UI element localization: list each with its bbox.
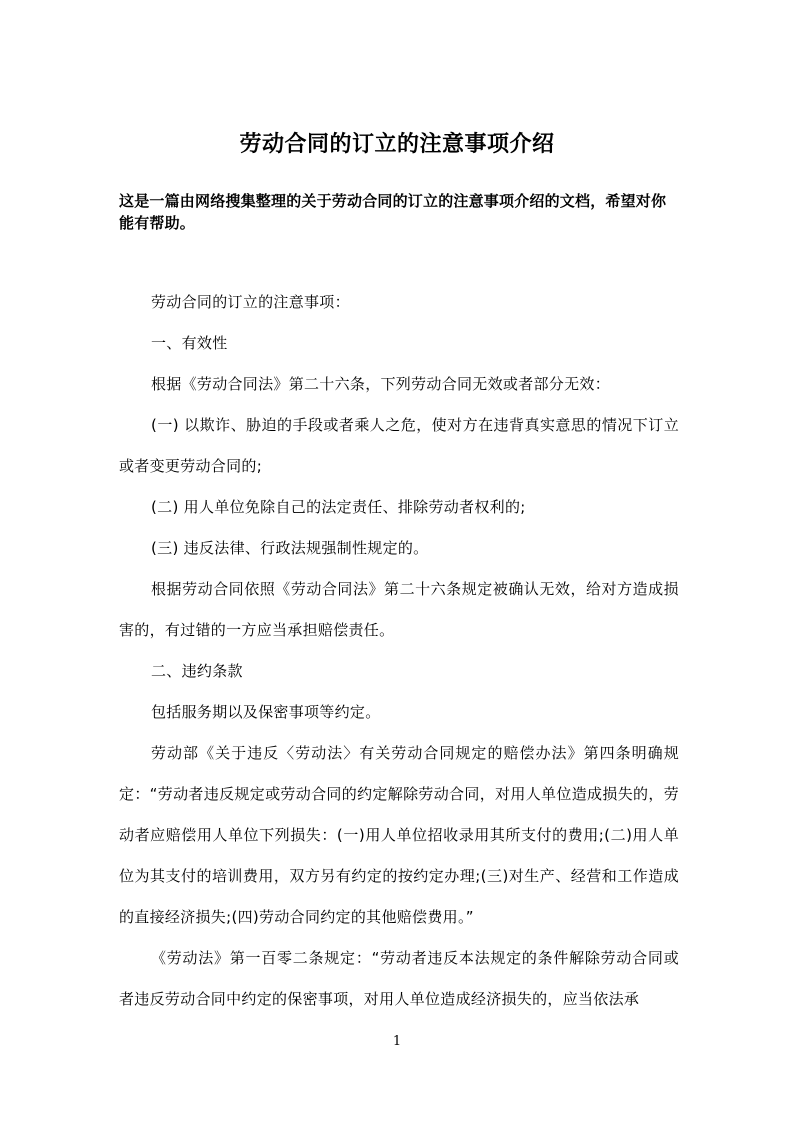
paragraph-labor-law-102: 《劳动法》第一百零二条规定：“劳动者违反本法规定的条件解除劳动合同或者违反劳动合同中约定的保密事项，对用人单位造成经济损失的，应当依法承 [119, 949, 679, 1008]
page-number: 1 [392, 1034, 402, 1049]
document-body [119, 282, 679, 1020]
section-heading-validity: 一、有效性 [151, 334, 228, 352]
list-item-1: (一) 以欺诈、胁迫的手段或者乘人之危，使对方在违背真实意思的情况下订立或者变更劳动合同的; [119, 416, 679, 475]
paragraph-service-confidentiality: 包括服务期以及保密事项等约定。 [151, 703, 381, 721]
list-item-3: (三) 违反法律、行政法规强制性规定的。 [151, 539, 429, 557]
paragraph-invalid-liability: 根据劳动合同依照《劳动合同法》第二十六条规定被确认无效，给对方造成损害的，有过错的一方应当承担赔偿责任。 [119, 580, 679, 639]
document-title: 劳动合同的订立的注意事项介绍 [239, 132, 555, 157]
paragraph-notes-heading: 劳动合同的订立的注意事项： [151, 293, 350, 311]
paragraph-article-26-intro: 根据《劳动合同法》第二十六条，下列劳动合同无效或者部分无效： [151, 375, 611, 393]
list-item-2: (二) 用人单位免除自己的法定责任、排除劳动者权利的; [151, 498, 526, 516]
paragraph-compensation-rules: 劳动部《关于违反〈劳动法〉有关劳动合同规定的赔偿办法》第四条明确规定：“劳动者违反规定或劳动合同的约定解除劳动合同，对用人单位造成损失的，劳动者应赔偿用人单位下列损失：(一)用人单位招收录用其所支付的费用;(二)用人单位为其支付的培训费用，双方另有约定的按约定办理;(三)对生产、经营和工作造成的直接经济损失;(四)劳动合同约定的其他赔偿费用。” [119, 744, 679, 926]
document-intro: 这是一篇由网络搜集整理的关于劳动合同的订立的注意事项介绍的文档，希望对你能有帮助。 [119, 192, 667, 232]
section-heading-breach-clauses: 二、违约条款 [151, 662, 243, 680]
